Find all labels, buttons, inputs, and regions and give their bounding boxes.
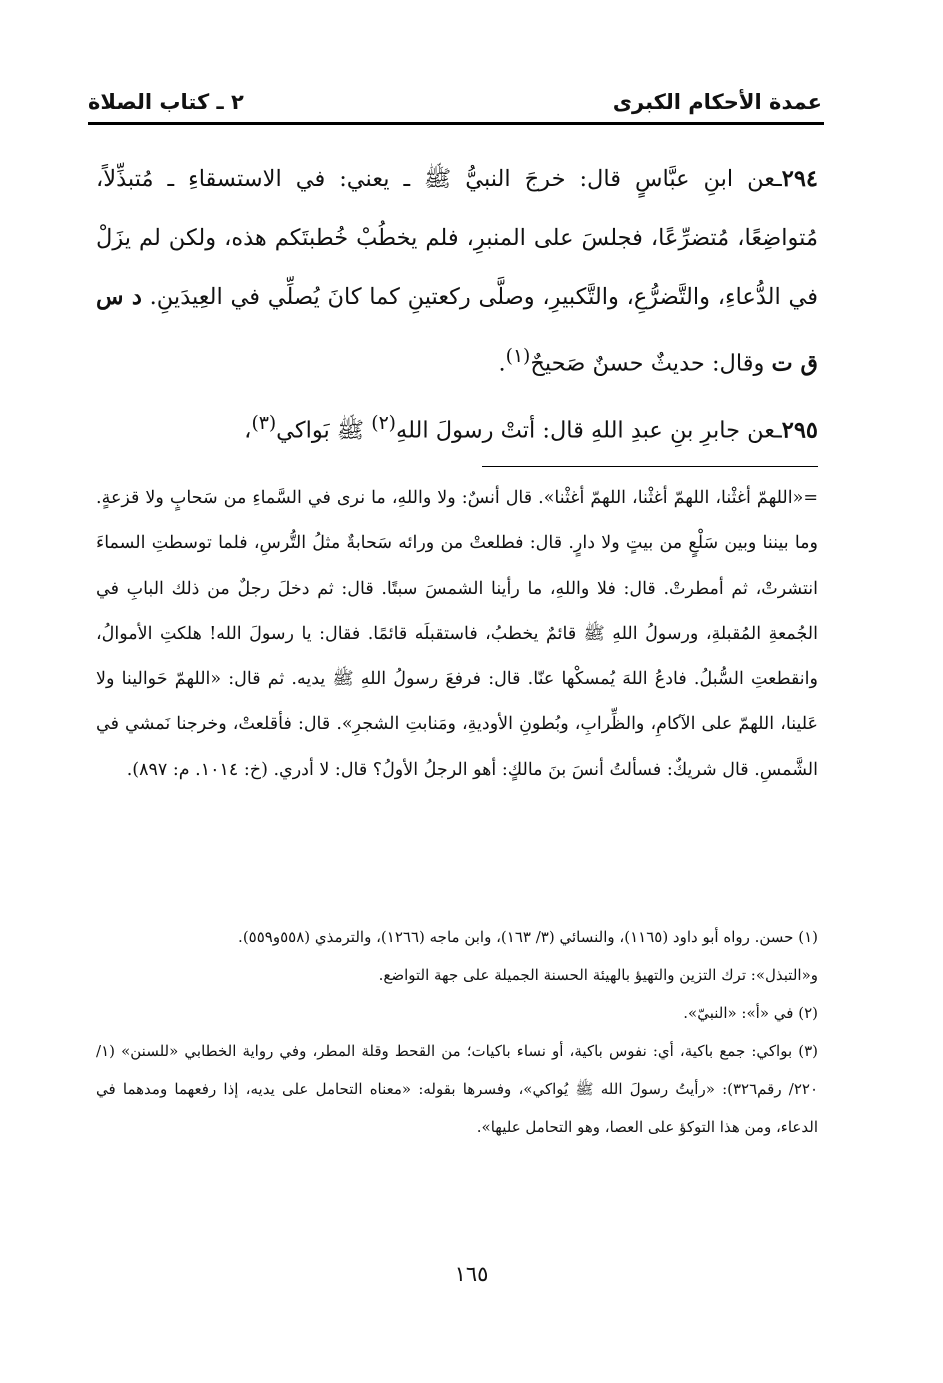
footnote-gloss: و«التبذل»: ترك التزين والتهيؤ بالهيئة الحسنة الجميلة على جهة التواضع. [378,966,818,984]
hadith-text: ـعن جابرِ بنِ عبدِ اللهِ قال: أتتْ رسولَ اللهِ [396,417,782,443]
hadith-number: ٢٩٥ [781,417,818,443]
hadith-text: ـعن ابنِ عبَّاسٍ قال: خرجَ النبيُّ ﷺ ـ يعني: في الاستسقاءِ ـ مُتبذِّلاً، مُتواضِعًا، مُتضرِّعًا، فجلسَ على المنبرِ، فلم يخطُبْ خُطبتَكم هذه، ولكن لم يزَلْ في الدُّعاءِ، والتَّضرُّعِ، والتَّكبيرِ، وصلَّى ركعتينِ كما كانَ يُصلِّي في العِيدَينِ. [96,166,818,310]
running-header [88,84,822,126]
footnote-ref: (٣) [251,412,277,434]
hadith-number: ٢٩٤ [781,166,818,192]
hadith-295 [96,394,818,461]
header-rule [88,122,824,125]
footnote-1: (١) حسن. رواه أبو داود (١١٦٥)، والنسائي (٣/ ١٦٣)، وابن ماجه (١٢٦٦)، والترمذي (٥٥٨و٥٥٩). [238,928,818,946]
footnotes [96,918,818,1146]
hadith-294: ٢٩٤ـعن ابنِ عبَّاسٍ قال: خرجَ النبيُّ ﷺ ـ يعني: في الاستسقاءِ ـ مُتبذِّلاً، مُتواضِعًا، مُتضرِّعًا، فجلسَ على المنبرِ، فلم يخطُبْ خُطبتَكم هذه، ولكن لم يزَلْ في الدُّعاءِ، والتَّضرُّعِ، والتَّكبيرِ، وصلَّى ركعتينِ كما كانَ يُصلِّي في العِيدَينِ. د س ق ت وقال: حديثٌ حسنٌ صَحيحٌ$^{(١)}$. [96,166,818,377]
main-text [96,150,818,460]
footnote-ref: (١) [505,346,531,367]
hadith-grade: وقال: حديثٌ حسنٌ صَحيحٌ [530,350,765,377]
hadith-text: ، [244,417,252,443]
footnote-2: (٢) في «أ»: «النبيّ». [683,1004,818,1022]
continuation-text [96,476,818,793]
chapter-title: ٢ ـ كتاب الصلاة [88,90,244,114]
hadith-text: ﷺ بَواكي [276,417,372,443]
source-codes: د س ق ت [96,284,818,377]
footnote-ref: (٢) [371,412,396,434]
footnote-divider [482,466,818,467]
continuation-paragraph: =«اللهمّ أغثْنا، اللهمّ أغثْنا، اللهمّ أغثْنا». قال أنسٌ: ولا واللهِ، ما نرى في السَّماءِ من سَحابٍ ولا قزعةٍ. وما بيننا وبين سَلْعٍ من بيتٍ ولا دارٍ. قال: فطلعتْ من ورائه سَحابةٌ مثلُ التُّرسِ، فلما توسطتِ السماءَ انتشرتْ، ثم أمطرتْ. قال: فلا واللهِ، ما رأينا الشمسَ سبتًا. قال: ثم دخلَ رجلٌ من ذلك البابِ في الجُمعةِ المُقبلةِ، ورسولُ اللهِ ﷺ قائمٌ يخطبُ، فاستقبلَه قائمًا. فقال: يا رسولَ الله! هلكتِ الأموالُ، وانقطعتِ السُّبلُ. فادعُ اللهَ يُمسكْها عنّا. قال: فرفعَ رسولُ اللهِ ﷺ يديه. ثم قال: «اللهمّ حَوالينا ولا عَلينا، اللهمّ على الآكامِ، والظِّرابِ، وبُطونِ الأوديةِ، ومَنابتِ الشجرِ». قال: فأقلعتْ، وخرجنا نَمشي في الشَّمسِ. قال شريكٌ: فسألتُ أنسَ بنَ مالكٍ: أهو الرجلُ الأولُ؟ قال: لا أدري. (خ: ١٠١٤. م: ٨٩٧). [96,488,818,780]
book-title: عمدة الأحكام الكبرى [612,90,822,114]
footnote-3: (٣) بواكي: جمع باكية، أي: نفوس باكية، أو نساء باكيات؛ من القحط وقلة المطر، وفي رواية الخطابي «للسنن» (١/ ٢٢٠/ رقم٣٢٦): «رأيتُ رسولَ الله ﷺ يُواكي»، وفسرها بقوله: «معناه التحامل على يديه، إذا رفعهما ومدهما في الدعاء، ومن هذا التوكؤ على العصا، وهو التحامل عليها». [96,1042,819,1136]
page-number: ١٦٥ [454,1262,489,1286]
